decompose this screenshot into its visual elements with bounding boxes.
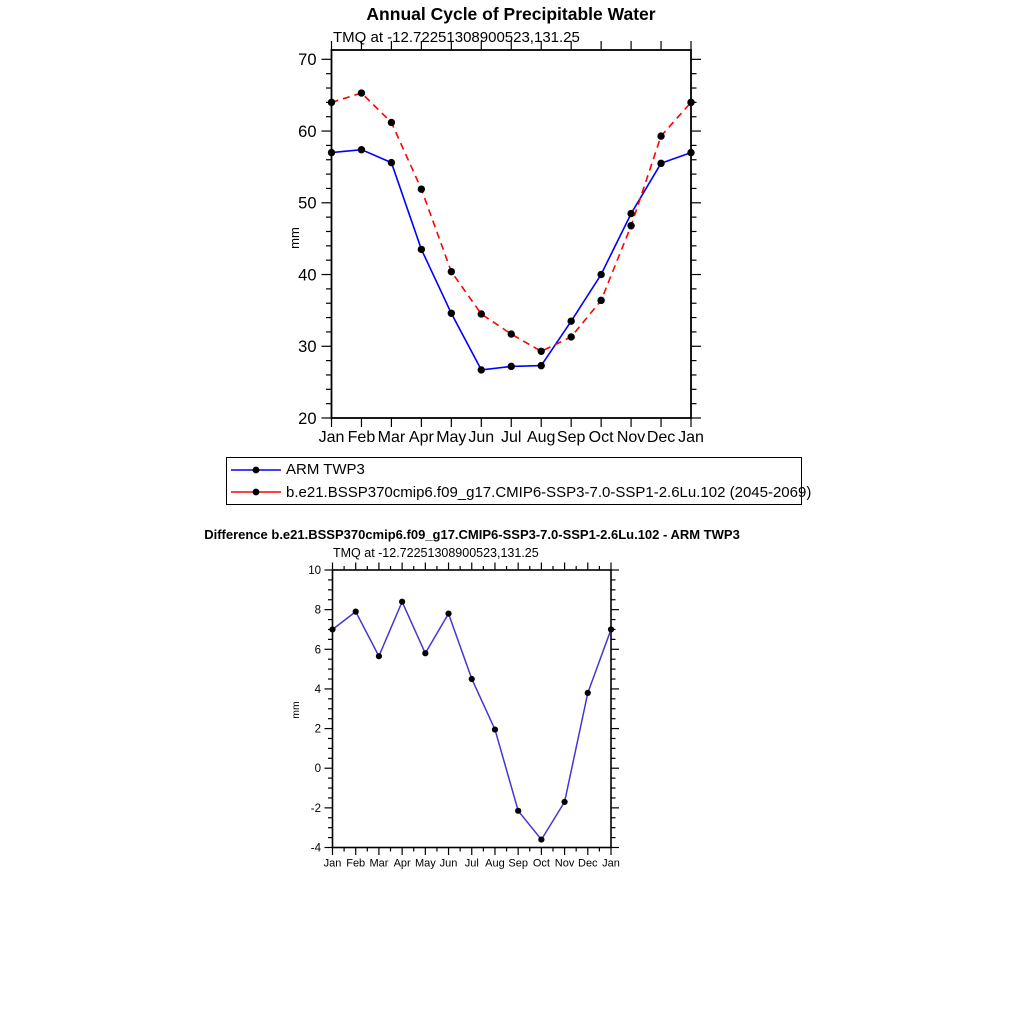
legend-marker-dot bbox=[253, 489, 260, 496]
svg-text:-2: -2 bbox=[310, 802, 321, 815]
svg-text:May: May bbox=[436, 429, 467, 446]
chart2-y-axis-label: mm bbox=[290, 701, 302, 719]
svg-text:50: 50 bbox=[298, 194, 317, 213]
svg-text:Aug: Aug bbox=[526, 429, 556, 446]
chart1-subtitle: TMQ at -12.72251308900523,131.25 bbox=[333, 29, 580, 46]
legend-item-model bbox=[227, 481, 812, 503]
svg-text:10: 10 bbox=[308, 565, 321, 577]
chart1-legend-box bbox=[226, 457, 812, 505]
svg-text:2: 2 bbox=[314, 723, 321, 736]
chart2-subtitle: TMQ at -12.72251308900523,131.25 bbox=[333, 546, 539, 560]
chart1-series-1 bbox=[328, 89, 695, 355]
svg-text:Jan: Jan bbox=[318, 429, 345, 446]
svg-text:Mar: Mar bbox=[369, 857, 389, 870]
series-markers bbox=[328, 89, 695, 355]
svg-text:Jan: Jan bbox=[602, 857, 620, 870]
svg-text:Jul: Jul bbox=[464, 857, 479, 870]
svg-text:6: 6 bbox=[314, 644, 321, 657]
svg-text:Feb: Feb bbox=[346, 857, 366, 870]
chart2-series-0 bbox=[329, 599, 614, 843]
svg-text:May: May bbox=[414, 857, 436, 870]
svg-text:40: 40 bbox=[298, 266, 317, 285]
svg-text:Oct: Oct bbox=[532, 857, 550, 870]
legend-item-arm-twp3 bbox=[227, 459, 801, 481]
legend-swatch-solid-line bbox=[229, 464, 283, 476]
chart1-title: Annual Cycle of Precipitable Water bbox=[366, 4, 656, 24]
svg-text:30: 30 bbox=[298, 338, 317, 357]
svg-text:Jan: Jan bbox=[678, 429, 704, 446]
chart1-y-axis-label: mm bbox=[286, 227, 302, 249]
svg-text:60: 60 bbox=[298, 122, 317, 141]
svg-text:Feb: Feb bbox=[347, 429, 376, 446]
legend-swatch-dashed-line bbox=[229, 486, 283, 498]
legend-label-arm-twp3: ARM TWP3 bbox=[286, 461, 365, 479]
chart1-plot bbox=[298, 41, 704, 446]
series-markers bbox=[328, 146, 695, 374]
svg-text:Sep: Sep bbox=[556, 429, 586, 446]
svg-text:Apr: Apr bbox=[393, 857, 411, 870]
svg-text:Oct: Oct bbox=[588, 429, 614, 446]
chart2-axes bbox=[325, 563, 620, 856]
svg-text:70: 70 bbox=[298, 51, 317, 70]
svg-text:-4: -4 bbox=[310, 842, 321, 855]
svg-text:Apr: Apr bbox=[408, 429, 434, 446]
series-line bbox=[333, 602, 612, 840]
chart2-title: Difference b.e21.BSSP370cmip6.f09_g17.CMIP6-SSP3-7.0-SSP1-2.6Lu.102 - ARM TWP3 bbox=[204, 527, 740, 542]
svg-text:Dec: Dec bbox=[578, 857, 598, 870]
svg-text:Mar: Mar bbox=[377, 429, 406, 446]
chart2-plot bbox=[308, 563, 620, 870]
svg-text:Sep: Sep bbox=[508, 857, 528, 870]
svg-text:0: 0 bbox=[314, 763, 321, 776]
svg-text:Nov: Nov bbox=[616, 429, 646, 446]
svg-text:Nov: Nov bbox=[554, 857, 575, 870]
svg-text:Jan: Jan bbox=[323, 857, 342, 870]
svg-text:Jun: Jun bbox=[468, 429, 495, 446]
svg-text:Dec: Dec bbox=[646, 429, 676, 446]
svg-text:Jul: Jul bbox=[501, 429, 522, 446]
legend-label-model: b.e21.BSSP370cmip6.f09_g17.CMIP6-SSP3-7.0-SSP1-2.6Lu.102 (2045-2069) bbox=[286, 483, 812, 501]
legend-marker-dot bbox=[253, 466, 260, 473]
svg-text:Jun: Jun bbox=[439, 857, 458, 870]
chart1-tick-labels bbox=[298, 51, 704, 446]
series-markers bbox=[329, 599, 614, 843]
svg-text:8: 8 bbox=[314, 604, 321, 617]
svg-text:Aug: Aug bbox=[485, 857, 505, 870]
series-line bbox=[332, 93, 692, 351]
chart2-frame bbox=[333, 570, 612, 848]
svg-text:20: 20 bbox=[298, 409, 317, 428]
svg-text:4: 4 bbox=[314, 683, 321, 696]
chart1-series-0 bbox=[328, 146, 695, 374]
